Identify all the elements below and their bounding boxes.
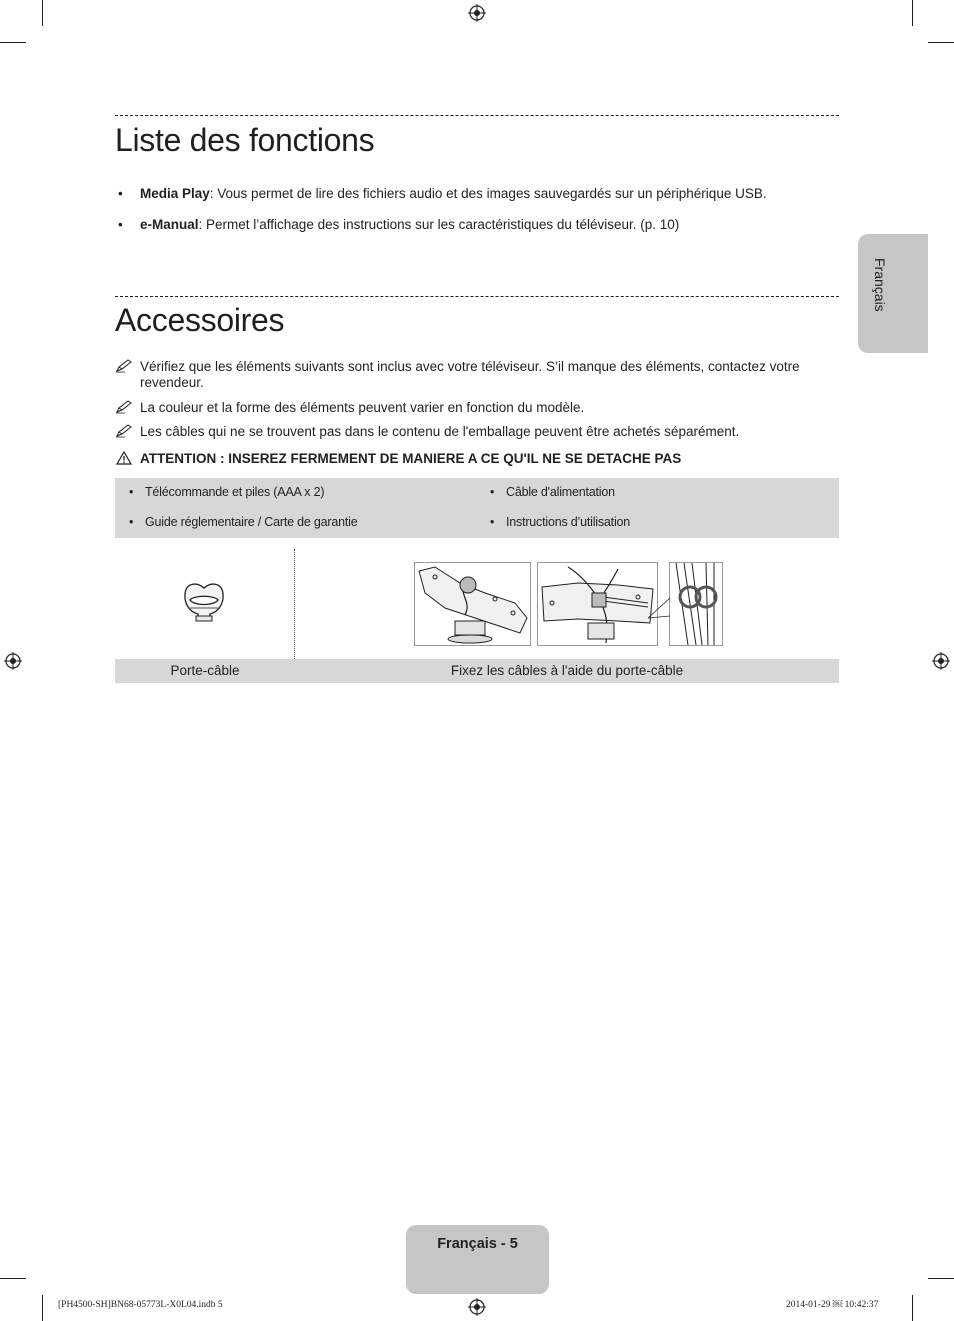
- section-title-accessories: Accessoires: [115, 302, 285, 338]
- crop-mark: [42, 0, 43, 26]
- note-text: La couleur et la forme des éléments peuvent varier en fonction du modèle.: [140, 400, 585, 415]
- feature-term: e-Manual: [140, 217, 199, 232]
- crop-mark: [912, 0, 913, 26]
- crop-mark: [0, 42, 26, 43]
- pencil-note-icon: [115, 400, 133, 414]
- language-side-tab: [858, 234, 928, 353]
- warning-triangle-icon: [115, 451, 133, 465]
- footer-file-name: [PH4500-SH]BN68-05773L-X0L04.indb 5: [58, 1300, 223, 1310]
- feature-description: : Vous permet de lire des fichiers audio et des images sauvegardés sur un périphérique USB.: [209, 186, 767, 201]
- page-number-label: Français - 5: [437, 1236, 518, 1252]
- crop-mark: [42, 1295, 43, 1321]
- crop-mark: [928, 42, 954, 43]
- caption-fix-cables: Fixez les câbles à l'aide du porte-câble: [450, 663, 684, 678]
- caption-cable-holder: Porte-câble: [170, 663, 240, 678]
- section-divider: [115, 115, 839, 116]
- installation-step-2-image: [537, 562, 658, 646]
- pencil-note-icon: [115, 424, 133, 438]
- column-divider: [294, 549, 295, 659]
- installation-step-3-image: [669, 562, 723, 646]
- image-caption-bar: [115, 659, 839, 683]
- footer-timestamp: 2014-01-29 ￼ 10:42:37: [786, 1300, 879, 1310]
- section-divider: [115, 296, 839, 297]
- crop-mark: [0, 1278, 26, 1279]
- note-text: Vérifiez que les éléments suivants sont inclus avec votre téléviseur. S’il manque des éléments, contactez votre revendeur.: [140, 359, 800, 390]
- registration-mark-icon: [468, 4, 486, 22]
- note-text: Les câbles qui ne se trouvent pas dans le contenu de l'emballage peuvent être achetés séparément.: [140, 424, 740, 439]
- warning-text: ATTENTION : INSEREZ FERMEMENT DE MANIERE A CE QU'IL NE SE DETACHE PAS: [140, 451, 682, 466]
- crop-mark: [912, 1295, 913, 1321]
- feature-description: : Permet l’affichage des instructions sur les caractéristiques du téléviseur. (p. 10): [198, 217, 680, 232]
- registration-mark-icon: [468, 1298, 486, 1316]
- language-side-tab-label: Français: [872, 258, 888, 312]
- pencil-note-icon: [115, 359, 133, 373]
- crop-mark: [928, 1278, 954, 1279]
- section-title-features: Liste des fonctions: [115, 122, 375, 158]
- installation-step-1-image: [414, 562, 531, 646]
- cable-holder-icon: [180, 580, 228, 626]
- registration-mark-icon: [4, 652, 22, 670]
- registration-mark-icon: [932, 652, 950, 670]
- zoom-pointer-lines: [648, 596, 672, 620]
- feature-term: Media Play: [140, 186, 210, 201]
